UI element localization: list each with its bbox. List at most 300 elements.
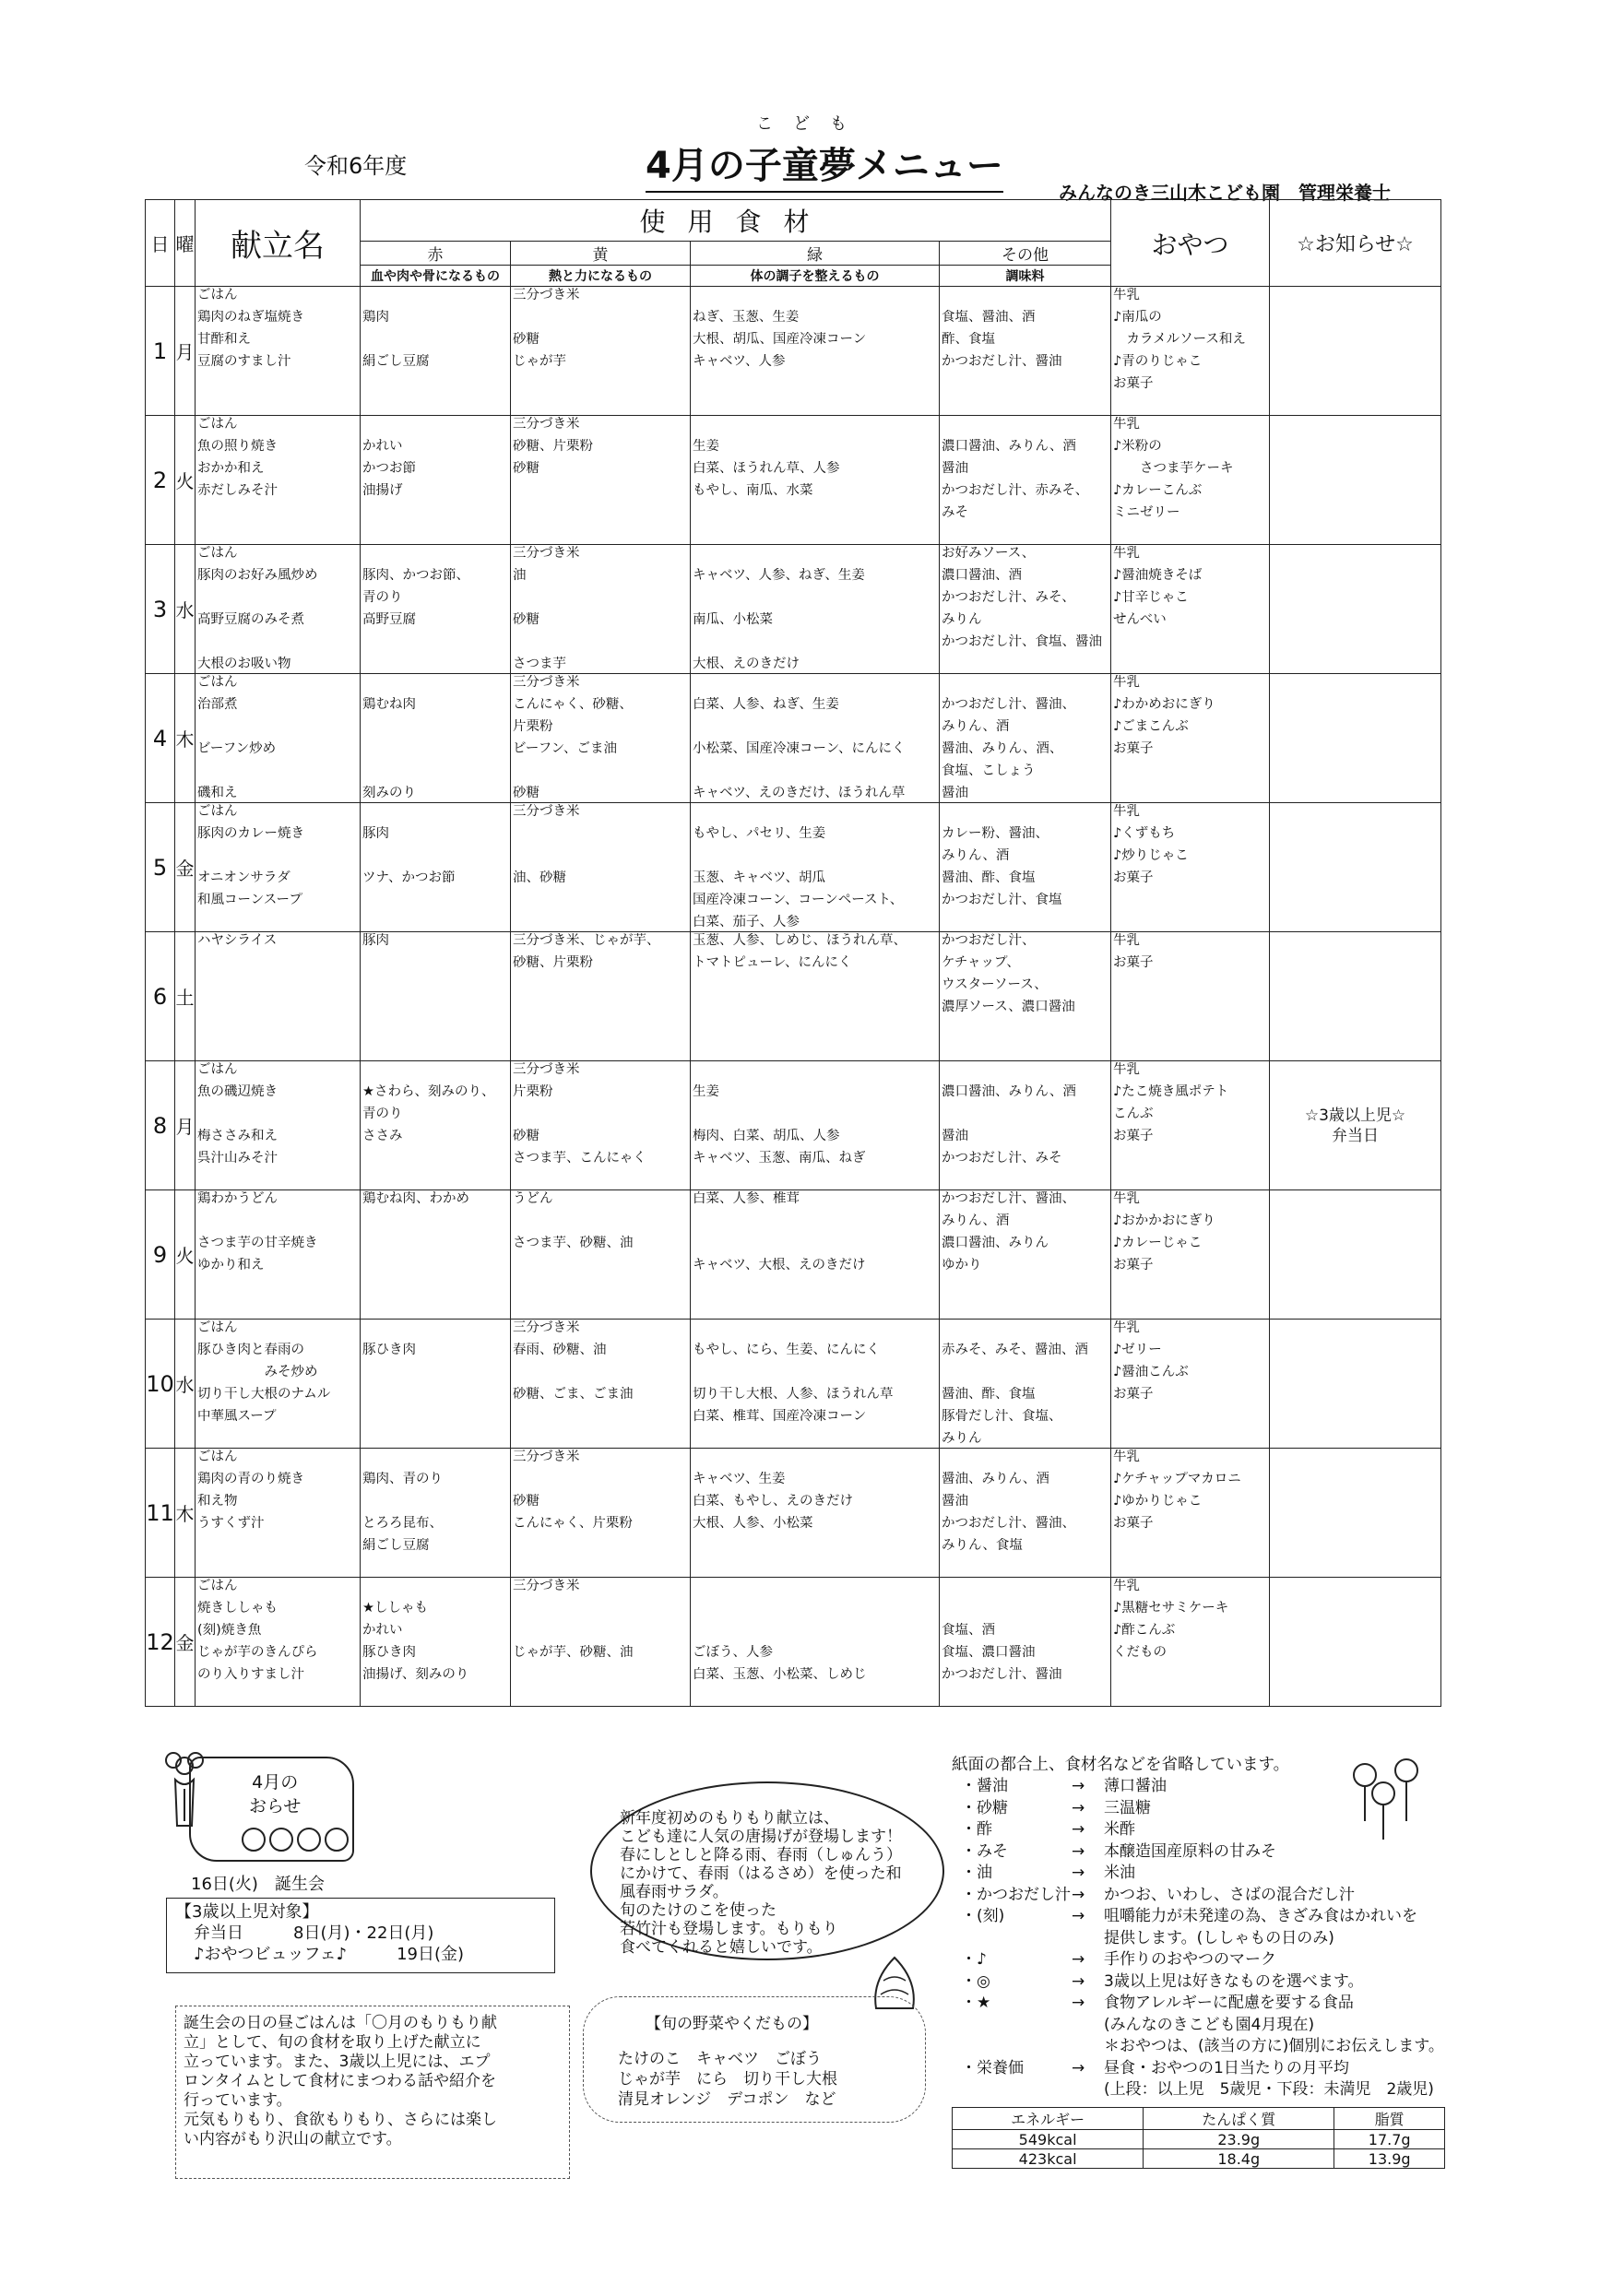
abbr-ar: → — [1072, 1864, 1085, 1882]
midori-line: 南瓜、小松菜 — [693, 612, 773, 627]
col-kondate: 献立名 — [196, 200, 361, 287]
sonota-line: 食塩、こしょう — [942, 763, 1036, 778]
cell-midori — [691, 1320, 940, 1449]
cell-midori — [691, 932, 940, 1061]
ki-line: うどん — [513, 1191, 553, 1206]
abbr-ar: → — [1072, 1798, 1085, 1817]
sonota-line: かつおだし汁、醤油 — [942, 1667, 1062, 1682]
aka-line: 豚ひき肉 — [362, 1343, 416, 1357]
menu-table — [145, 199, 1441, 1707]
menu-line: ごはん — [197, 804, 238, 819]
ki-line: 砂糖 — [513, 1129, 539, 1143]
abbr-row — [952, 1949, 1440, 1971]
menu-line: 魚の照り焼き — [197, 439, 278, 454]
sonota-line: かつおだし汁、醤油、 — [942, 1516, 1075, 1531]
cell-sonota — [940, 287, 1111, 416]
notice-cell — [1270, 1449, 1441, 1578]
sonota-line: ゆかり — [942, 1258, 982, 1272]
oyatsu-line: せんべい — [1113, 612, 1167, 627]
cell-oyatsu — [1111, 545, 1270, 674]
cell-oyatsu — [1111, 416, 1270, 545]
aka-line: 豚肉 — [362, 933, 389, 948]
cell-aka — [361, 287, 511, 416]
midori-line: トマトピューレ、にんにく — [693, 955, 852, 970]
target-line: 【3歳以上児対象】 — [175, 1902, 319, 1922]
menu-line: 赤だしみそ汁 — [197, 483, 278, 498]
ki-line: 三分づき米 — [513, 1579, 580, 1593]
abbr-k: ・栄養価 — [961, 2058, 1024, 2077]
cell-aka — [361, 803, 511, 932]
midori-line: 生姜 — [693, 439, 719, 454]
abbr-k: ・(刻) — [961, 1907, 1005, 1925]
ki-line: 三分づき米 — [513, 546, 580, 561]
cell-sonota — [940, 932, 1111, 1061]
menu-row — [146, 1320, 1441, 1449]
sonota-line: 醤油 — [942, 1129, 968, 1143]
abbr-ar: → — [1072, 1950, 1085, 1969]
aka-line: 刻みのり — [362, 786, 416, 800]
ki-line: 三分づき米 — [513, 1320, 580, 1335]
oyatsu-line: ♪酢こんぶ — [1113, 1623, 1176, 1638]
menu-line: 磯和え — [197, 786, 238, 800]
midori-line: ごぼう、人参 — [693, 1645, 773, 1660]
abbr-row — [952, 1885, 1440, 1907]
oyatsu-line: こんぶ — [1113, 1107, 1154, 1121]
midori-line: 大根、えのきだけ — [693, 657, 800, 671]
abbr-v: 手作りのおやつのマーク — [1104, 1950, 1276, 1969]
ki-line: 三分づき米 — [513, 1062, 580, 1077]
abbr-ar: → — [1072, 1820, 1085, 1839]
aka-line: ★さわら、刻みのり、 — [362, 1084, 495, 1099]
abbr-v: ＊おやつは、(該当の方に)個別にお伝えします。 — [1104, 2037, 1444, 2055]
cell-oyatsu — [1111, 1449, 1270, 1578]
ki-line: さつま芋、こんにゃく — [513, 1151, 646, 1166]
cell-menu — [196, 1190, 361, 1320]
abbr-v: かつお、いわし、さばの混合だし汁 — [1104, 1885, 1355, 1904]
abbr-v: 昼食・おやつの1日当たりの月平均 — [1104, 2058, 1349, 2077]
sonota-line: かつおだし汁、みそ、 — [942, 590, 1075, 605]
cell-oyatsu — [1111, 1578, 1270, 1707]
notice-cell — [1270, 545, 1441, 674]
menu-line: 鶏肉のねぎ塩焼き — [197, 310, 304, 325]
aka-line: ささみ — [362, 1129, 403, 1143]
ki-line: こんにゃく、砂糖、 — [513, 697, 633, 712]
buffet-line: ♪おやつビュッフェ♪ 19日(金) — [194, 1945, 465, 1964]
nut-fat: 17.7g — [1334, 2130, 1445, 2149]
menu-line: ごはん — [197, 1450, 238, 1464]
sonota-line: みりん、酒 — [942, 848, 1010, 863]
abbr-v: 米油 — [1104, 1864, 1135, 1882]
sonota-line: 醤油 — [942, 1494, 968, 1509]
cell-ki — [511, 1190, 691, 1320]
notice-cell — [1270, 674, 1441, 803]
midori-line: 白菜、人参、ねぎ、生姜 — [693, 697, 839, 712]
abbr-row — [952, 1928, 1440, 1950]
oyatsu-line: 牛乳 — [1113, 417, 1141, 432]
menu-row — [146, 1190, 1441, 1320]
midori-line: キャベツ、えのきだけ、ほうれん草 — [693, 786, 906, 800]
oyatsu-line: お菓子 — [1113, 1516, 1154, 1531]
cell-menu — [196, 545, 361, 674]
aka-line: 油揚げ、刻みのり — [362, 1667, 469, 1682]
cell-oyatsu — [1111, 803, 1270, 932]
menu-row — [146, 545, 1441, 674]
cell-ki — [511, 416, 691, 545]
aka-line: 鶏むね肉 — [362, 697, 416, 712]
abbr-v: 薄口醤油 — [1104, 1777, 1167, 1795]
cell-sonota — [940, 545, 1111, 674]
menu-line: オニオンサラダ — [197, 870, 290, 885]
cell-sonota — [940, 1578, 1111, 1707]
midori-line: 梅肉、白菜、胡瓜、人参 — [693, 1129, 840, 1143]
day-of-week: 木 — [175, 674, 196, 803]
menu-line: うすくず汁 — [197, 1516, 265, 1531]
ki-line: 片栗粉 — [513, 1084, 553, 1099]
notice-scroll-title: 4月の おらせ — [249, 1772, 302, 1817]
cell-midori — [691, 287, 940, 416]
ki-line: 砂糖、片栗粉 — [513, 439, 593, 454]
cell-midori — [691, 1061, 940, 1190]
menu-row — [146, 674, 1441, 803]
oyatsu-line: ♪たこ焼き風ポテト — [1113, 1084, 1229, 1099]
cell-oyatsu — [1111, 1061, 1270, 1190]
nut-head-fat: 脂質 — [1334, 2108, 1445, 2130]
sonota-line: かつおだし汁、醤油 — [942, 354, 1062, 369]
nut-head-protein: たんぱく質 — [1144, 2108, 1334, 2130]
nutrition-table — [952, 2107, 1445, 2169]
oyatsu-line: 牛乳 — [1113, 675, 1141, 690]
sonota-line: 醤油、みりん、酒 — [942, 1472, 1049, 1486]
abbr-row — [952, 1906, 1440, 1928]
midori-line: 玉葱、キャベツ、胡瓜 — [693, 870, 825, 885]
sonota-line: カレー粉、醤油、 — [942, 826, 1049, 841]
abbr-k: ・★ — [961, 1994, 991, 2012]
oyatsu-line: ♪黒糖セサミケーキ — [1113, 1601, 1229, 1615]
menu-line: 梅ささみ和え — [197, 1129, 278, 1143]
cell-sonota — [940, 1449, 1111, 1578]
menu-line: 和風コーンスープ — [197, 893, 302, 907]
menu-row — [146, 932, 1441, 1061]
nut-protein: 23.9g — [1144, 2130, 1334, 2149]
ki-line: 砂糖 — [513, 332, 539, 347]
oyatsu-line: ♪青のりじゃこ — [1113, 354, 1203, 369]
day-of-week: 水 — [175, 545, 196, 674]
cell-midori — [691, 1578, 940, 1707]
col-midori-sub: 体の調子を整えるもの — [691, 266, 940, 287]
notice-cell — [1270, 1190, 1441, 1320]
day-number: 11 — [146, 1449, 175, 1578]
cell-ki — [511, 932, 691, 1061]
cell-menu — [196, 416, 361, 545]
cell-midori — [691, 803, 940, 932]
midori-line: 国産冷凍コーン、コーンペースト、 — [693, 893, 904, 907]
sonota-line: かつおだし汁、食塩 — [942, 893, 1062, 907]
menu-line: ごはん — [197, 546, 238, 561]
menu-row — [146, 1449, 1441, 1578]
oyatsu-line: ミニゼリー — [1113, 505, 1180, 520]
oyatsu-line: ♪南瓜の — [1113, 310, 1162, 325]
veg-title: 【旬の野菜やくだもの】 — [646, 2015, 818, 2033]
oyatsu-line: ♪わかめおにぎり — [1113, 697, 1215, 712]
midori-line: キャベツ、人参 — [693, 354, 786, 369]
cell-ki — [511, 1449, 691, 1578]
abbr-k: ・砂糖 — [961, 1798, 1008, 1817]
notice-cell — [1270, 1578, 1441, 1707]
abbr-v: 咀嚼能力が未発達の為、きざみ食はかれいを — [1104, 1907, 1417, 1925]
sonota-line: 食塩、酒 — [942, 1623, 995, 1638]
ki-line: 油、砂糖 — [513, 870, 566, 885]
cell-menu — [196, 287, 361, 416]
abbr-row — [952, 1971, 1440, 1994]
sonota-line: かつおだし汁、醤油、 — [942, 697, 1075, 712]
menu-row — [146, 287, 1441, 416]
oyatsu-line: 牛乳 — [1113, 804, 1141, 819]
abbr-row — [952, 1863, 1440, 1885]
sonota-line: ウスターソース、 — [942, 977, 1048, 992]
abbr-row — [952, 2036, 1444, 2058]
notice-cell — [1270, 932, 1441, 1061]
aka-line: 豚肉 — [362, 826, 389, 841]
cell-aka — [361, 1061, 511, 1190]
cell-menu — [196, 1578, 361, 1707]
bubble-text: 新年度初めのもりもり献立は、 こども達に人気の唐揚げが登場します！ 春にしとしと降る雨、春雨（しゅんう） にかけて、春雨（はるさめ）を使った和 風春雨サラダ。 旬のたけのこを使った 若竹汁も登場します。もりもり 食べてくれると嬉しいです。 — [620, 1809, 902, 1957]
midori-line: キャベツ、大根、えのきだけ — [693, 1258, 866, 1272]
aka-line: 鶏むね肉、わかめ — [362, 1191, 469, 1206]
aka-line: 高野豆腐 — [362, 612, 416, 627]
ki-line: 砂糖、ごま、ごま油 — [513, 1387, 634, 1402]
nut-energy: 423kcal — [953, 2149, 1144, 2169]
midori-line: 大根、胡瓜、国産冷凍コーン — [693, 332, 867, 347]
oyatsu-line: お菓子 — [1113, 870, 1154, 885]
oyatsu-line: ♪ケチャップマカロニ — [1113, 1472, 1241, 1486]
day-number: 9 — [146, 1190, 175, 1320]
day-of-week: 木 — [175, 1449, 196, 1578]
cell-ki — [511, 803, 691, 932]
menu-line: じゃが芋のきんぴら — [197, 1645, 318, 1660]
sonota-line: 醤油 — [942, 461, 968, 476]
day-number: 5 — [146, 803, 175, 932]
sonota-line: かつおだし汁、 — [942, 933, 1036, 948]
ki-line: 春雨、砂糖、油 — [513, 1343, 607, 1357]
midori-line: ねぎ、玉葱、生姜 — [693, 310, 800, 325]
menu-line: 呉汁山みそ汁 — [197, 1151, 278, 1166]
oyatsu-line: 牛乳 — [1113, 1062, 1141, 1077]
sonota-line: 醤油、酢、食塩 — [942, 870, 1036, 885]
organization: みんなのき三山木こども園 管理栄養士 — [1059, 182, 1391, 204]
menu-line: 鶏わかうどん — [197, 1191, 278, 1206]
menu-line: 和え物 — [197, 1494, 238, 1509]
day-number: 10 — [146, 1320, 175, 1449]
sonota-line: 濃口醤油、みりん、酒 — [942, 1084, 1076, 1099]
nut-energy: 549kcal — [953, 2130, 1144, 2149]
day-number: 4 — [146, 674, 175, 803]
notice-cell: ☆3歳以上児☆ 弁当日 — [1270, 1061, 1441, 1190]
ki-line: さつま芋 — [513, 657, 566, 671]
aka-line: 鶏肉 — [362, 310, 389, 325]
notice-cell — [1270, 416, 1441, 545]
sonota-line: みりん、酒 — [942, 719, 1010, 734]
cell-sonota — [940, 1061, 1111, 1190]
ki-line: こんにゃく、片栗粉 — [513, 1516, 633, 1531]
sonota-line: 食塩、醤油、酒 — [942, 310, 1036, 325]
ki-line: 三分づき米 — [513, 417, 580, 432]
menu-line: ゆかり和え — [197, 1258, 265, 1272]
sonota-line: 濃厚ソース、濃口醤油 — [942, 1000, 1075, 1014]
cell-ki — [511, 674, 691, 803]
menu-line: 中華風スープ — [197, 1409, 277, 1424]
col-notice: ☆お知らせ☆ — [1270, 200, 1441, 287]
abbr-v: (みんなのきこども園4月現在) — [1104, 2015, 1315, 2034]
col-oyatsu: おやつ — [1111, 200, 1270, 287]
abbr-k: ・醤油 — [961, 1777, 1008, 1795]
title-ruby: こども — [756, 114, 867, 134]
aka-line: 油揚げ — [362, 483, 403, 498]
ki-line: 三分づき米、じゃが芋、 — [513, 933, 660, 948]
menu-line: 治部煮 — [197, 697, 238, 712]
col-aka: 赤 — [361, 242, 511, 266]
cell-menu — [196, 1320, 361, 1449]
menu-line: 切り干し大根のナムル — [197, 1387, 331, 1402]
cell-sonota — [940, 674, 1111, 803]
sonota-line: みりん、食塩 — [942, 1538, 1023, 1553]
day-of-week: 月 — [175, 1061, 196, 1190]
abbr-v: 三温糖 — [1104, 1798, 1151, 1817]
nut-head-energy: エネルギー — [953, 2108, 1144, 2130]
oyatsu-line: ♪ゆかりじゃこ — [1113, 1494, 1203, 1509]
aka-line: かれい — [362, 1623, 403, 1638]
ki-line: 三分づき米 — [513, 675, 580, 690]
ki-line: ビーフン、ごま油 — [513, 741, 617, 756]
oyatsu-line: ♪醤油焼きそば — [1113, 568, 1203, 583]
abbr-row — [952, 2058, 1440, 2080]
oyatsu-line: ♪米粉の — [1113, 439, 1162, 454]
col-day: 日 — [146, 200, 175, 287]
menu-line: 魚の磯辺焼き — [197, 1084, 278, 1099]
abbr-k: ・酢 — [961, 1820, 992, 1839]
midori-line: もやし、にら、生姜、にんにく — [693, 1343, 880, 1357]
aka-line: とろろ昆布、 — [362, 1516, 443, 1531]
oyatsu-line: ♪カレーじゃこ — [1113, 1236, 1203, 1250]
abbr-ar: → — [1072, 1907, 1085, 1925]
ki-line: 砂糖、片栗粉 — [513, 955, 593, 970]
oyatsu-line: 牛乳 — [1113, 1191, 1141, 1206]
cell-midori — [691, 545, 940, 674]
cell-aka — [361, 416, 511, 545]
abbr-ar: → — [1072, 1885, 1085, 1904]
ki-line: さつま芋、砂糖、油 — [513, 1236, 634, 1250]
aka-line: 絹ごし豆腐 — [362, 1538, 430, 1553]
menu-line: ハヤシライス — [197, 933, 278, 948]
day-of-week: 土 — [175, 932, 196, 1061]
oyatsu-line: ♪おかかおにぎり — [1113, 1213, 1215, 1228]
cell-ki — [511, 1578, 691, 1707]
day-number: 2 — [146, 416, 175, 545]
midori-line: 白菜、玉葱、小松菜、しめじ — [693, 1667, 867, 1682]
midori-line: 玉葱、人参、しめじ、ほうれん草、 — [693, 933, 907, 948]
menu-row — [146, 416, 1441, 545]
menu-line: 豆腐のすまし汁 — [197, 354, 291, 369]
cell-oyatsu — [1111, 1320, 1270, 1449]
col-shiyou: 使用食材 — [361, 200, 1111, 242]
oyatsu-line: カラメルソース和え — [1113, 332, 1246, 347]
abbr-ar: → — [1072, 1971, 1085, 1991]
midori-line: もやし、パセリ、生姜 — [693, 826, 826, 841]
abbr-k: ・かつおだし汁 — [961, 1885, 1071, 1904]
day-number: 6 — [146, 932, 175, 1061]
cell-ki — [511, 545, 691, 674]
abbr-v: 提供します。(ししゃもの日のみ) — [1104, 1928, 1334, 1947]
cell-aka — [361, 1320, 511, 1449]
ki-line: じゃが芋 — [513, 354, 566, 369]
midori-line: 白菜、ほうれん草、人参 — [693, 461, 840, 476]
aka-line: 絹ごし豆腐 — [362, 354, 430, 369]
cell-menu — [196, 674, 361, 803]
menu-line: ビーフン炒め — [197, 741, 277, 756]
cell-aka — [361, 545, 511, 674]
day-of-week: 水 — [175, 1320, 196, 1449]
day-of-week: 火 — [175, 1190, 196, 1320]
nut-protein: 18.4g — [1144, 2149, 1334, 2169]
veg-line-1: たけのこ キャベツ ごぼう — [618, 2050, 822, 2068]
col-dow: 曜 — [175, 200, 196, 287]
menu-row — [146, 1578, 1441, 1707]
cell-menu — [196, 803, 361, 932]
abbr-ar: → — [1072, 2058, 1085, 2077]
menu-line: 高野豆腐のみそ煮 — [197, 612, 304, 627]
abbr-v: 米酢 — [1104, 1820, 1135, 1839]
sonota-line: 醤油 — [942, 786, 968, 800]
menu-line: ごはん — [197, 675, 238, 690]
menu-line: おかか和え — [197, 461, 265, 476]
cell-ki — [511, 287, 691, 416]
abbr-ar: → — [1072, 1994, 1085, 2012]
midori-line: 生姜 — [693, 1084, 719, 1099]
ki-line: 砂糖 — [513, 461, 539, 476]
cell-midori — [691, 674, 940, 803]
cell-sonota — [940, 803, 1111, 932]
ki-line: 三分づき米 — [513, 804, 580, 819]
oyatsu-line: 牛乳 — [1113, 933, 1141, 948]
midori-line: 白菜、茄子、人参 — [693, 915, 800, 929]
sonota-line: 濃口醤油、みりん — [942, 1236, 1049, 1250]
menu-line: (刻)焼き魚 — [197, 1623, 262, 1638]
menu-line: 豚肉のお好み風炒め — [197, 568, 318, 583]
ki-line: 片栗粉 — [513, 719, 553, 734]
abbr-v: 本醸造国産原料の甘みそ — [1104, 1841, 1276, 1861]
col-ki-sub: 熱と力になるもの — [511, 266, 691, 287]
aka-line: ツナ、かつお節 — [362, 870, 456, 885]
menu-row — [146, 803, 1441, 932]
cell-oyatsu — [1111, 932, 1270, 1061]
abbr-k: ・みそ — [961, 1841, 1008, 1861]
menu-line: さつま芋の甘辛焼き — [197, 1236, 318, 1250]
oyatsu-line: ♪ゼリー — [1113, 1343, 1162, 1357]
oyatsu-line: お菓子 — [1113, 376, 1154, 391]
fiscal-year: 令和6年度 — [304, 153, 408, 179]
midori-line: キャベツ、人参、ねぎ、生姜 — [693, 568, 865, 583]
menu-line: 鶏肉の青のり焼き — [197, 1472, 304, 1486]
oyatsu-line: お菓子 — [1113, 1258, 1154, 1272]
sonota-line: ケチャップ、 — [942, 955, 1020, 970]
aka-line: かれい — [362, 439, 403, 454]
cell-oyatsu — [1111, 287, 1270, 416]
oyatsu-line: 牛乳 — [1113, 1450, 1141, 1464]
abbr-ar: → — [1072, 1777, 1085, 1795]
veg-line-3: 清見オレンジ デコポン など — [618, 2090, 836, 2109]
oyatsu-line: お菓子 — [1113, 1129, 1154, 1143]
sonota-line: 食塩、濃口醤油 — [942, 1645, 1036, 1660]
babies-illustration — [235, 1826, 364, 1853]
